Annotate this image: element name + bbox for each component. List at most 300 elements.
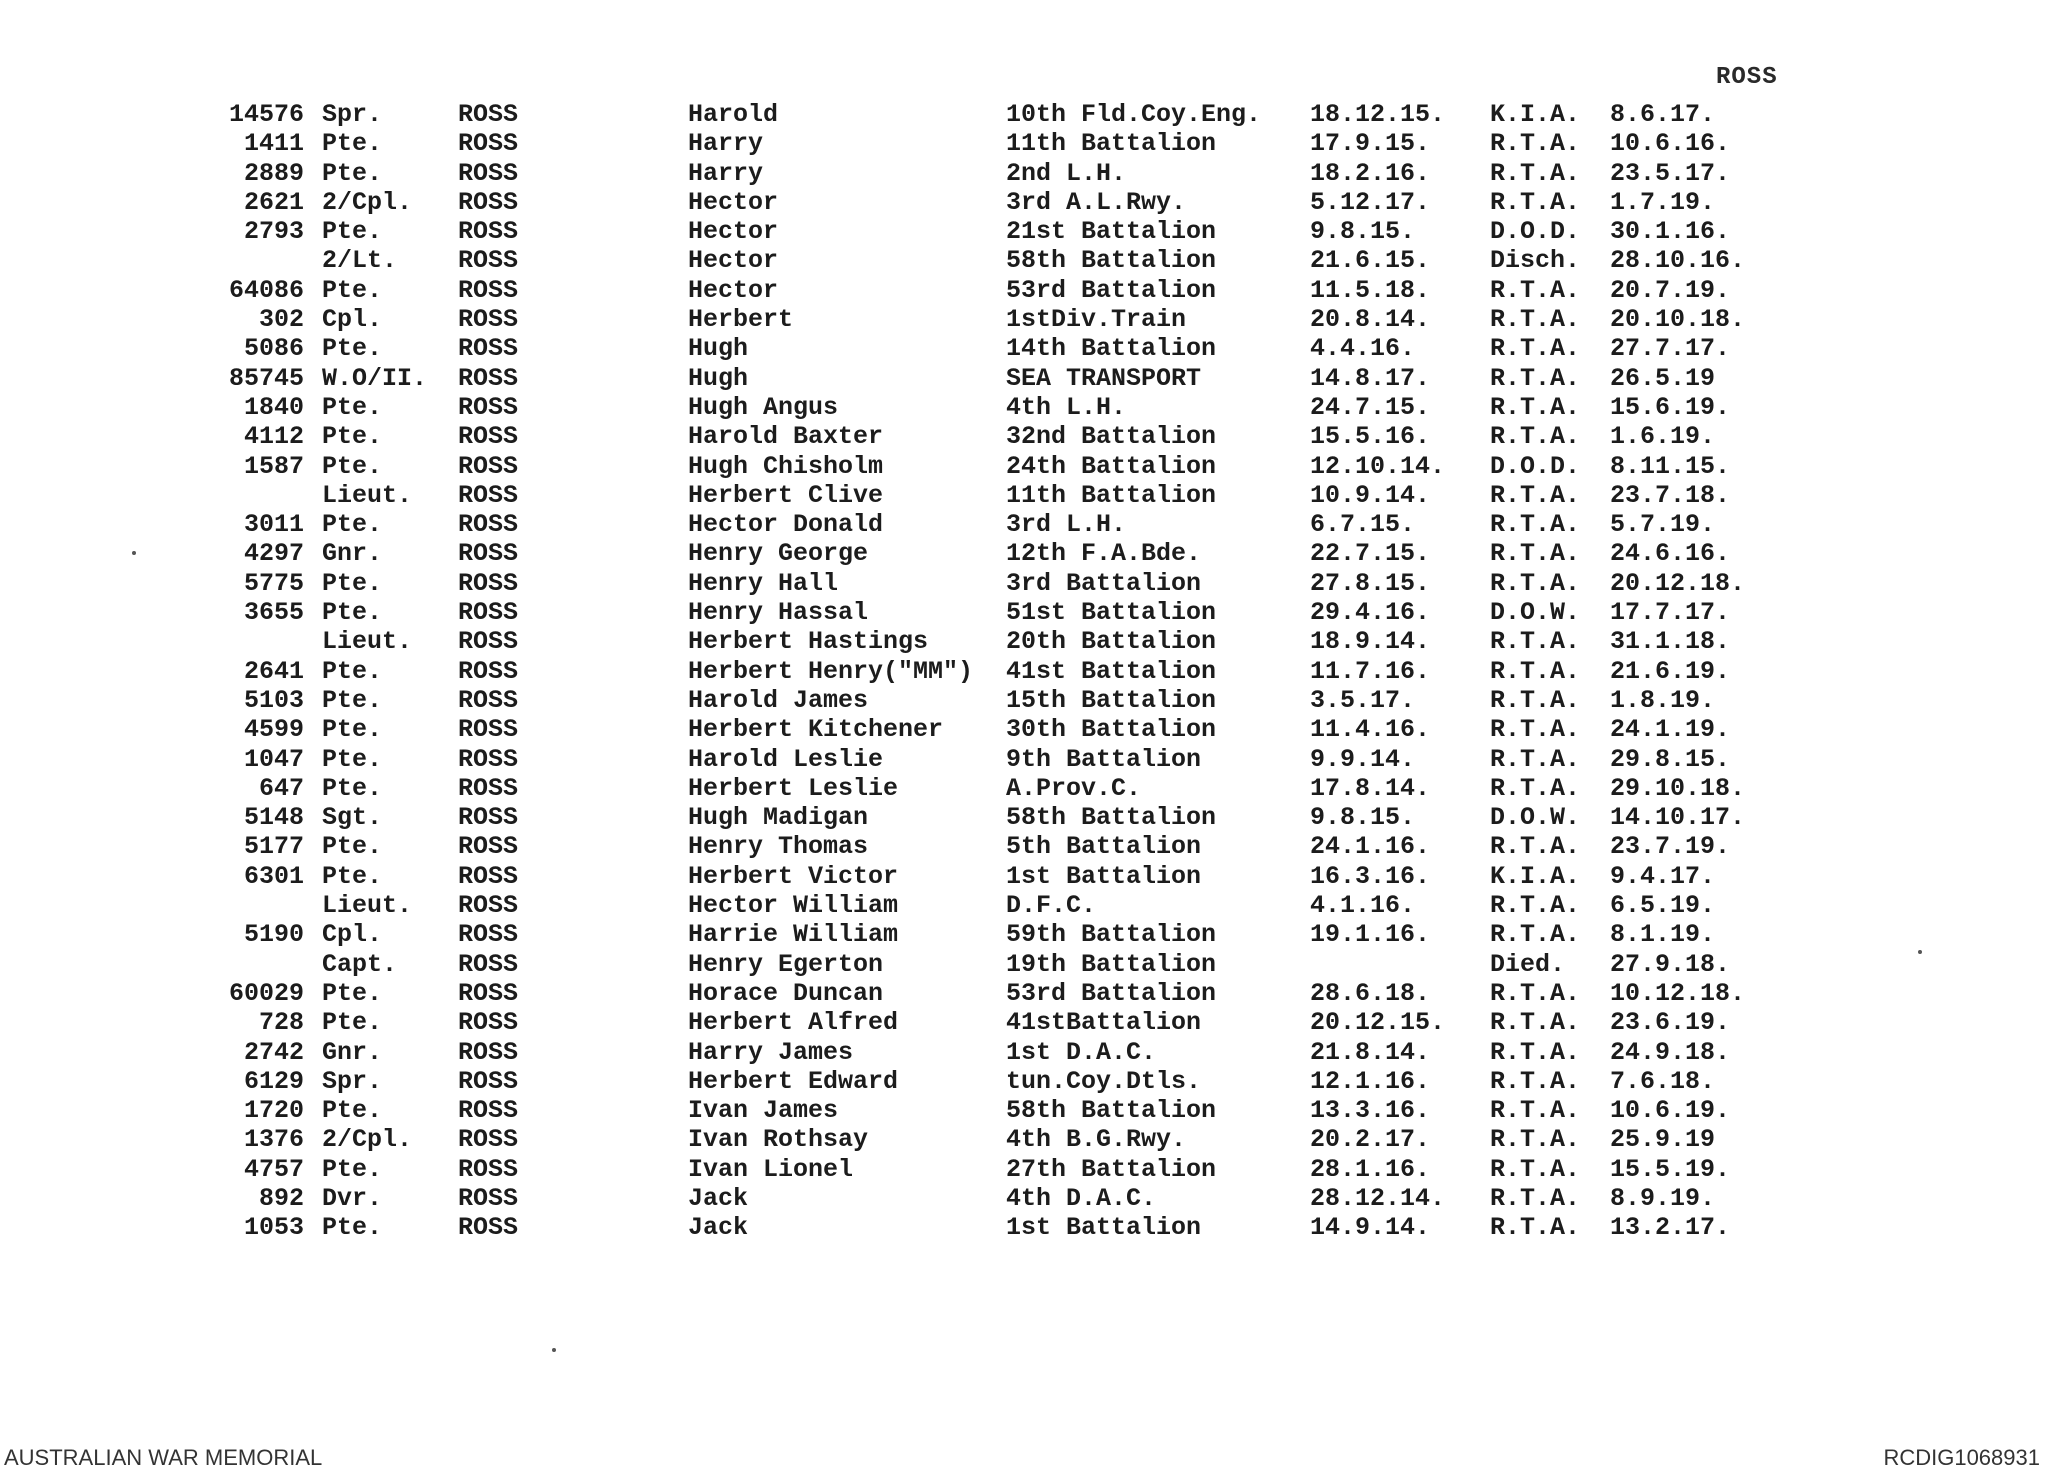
- service-number: 2793: [243, 217, 304, 247]
- rank: Lieut.: [322, 480, 413, 510]
- surname: ROSS: [458, 773, 519, 803]
- given-names: Harold James: [688, 685, 869, 715]
- surname: ROSS: [458, 334, 519, 364]
- fate: R.T.A.: [1490, 1066, 1581, 1096]
- unit: 4th L.H.: [1006, 392, 1127, 422]
- enlistment-date: 4.1.16.: [1310, 891, 1416, 921]
- surname: ROSS: [458, 715, 519, 745]
- service-number: 4112: [243, 422, 304, 452]
- fate-date: 28.10.16.: [1610, 246, 1746, 276]
- roll-row: [0, 803, 2048, 832]
- rank: Pte.: [322, 1096, 383, 1126]
- service-number: 3655: [243, 598, 304, 628]
- given-names: Herbert Kitchener: [688, 715, 944, 745]
- rank: Lieut.: [322, 891, 413, 921]
- fate: R.T.A.: [1490, 1096, 1581, 1126]
- roll-row: [0, 598, 2048, 627]
- rank: Dvr.: [322, 1183, 383, 1213]
- fate-date: 21.6.19.: [1610, 656, 1731, 686]
- service-number: 728: [258, 1008, 304, 1038]
- roll-row: [0, 481, 2048, 510]
- surname: ROSS: [458, 920, 519, 950]
- service-number: 2621: [243, 187, 304, 217]
- fate: R.T.A.: [1490, 715, 1581, 745]
- fate: R.T.A.: [1490, 920, 1581, 950]
- surname: ROSS: [458, 100, 519, 129]
- unit: 1stDiv.Train: [1006, 305, 1187, 335]
- rank: Spr.: [322, 1066, 383, 1096]
- given-names: Herbert Edward: [688, 1066, 899, 1096]
- service-number: 892: [258, 1183, 304, 1213]
- fate: D.O.W.: [1490, 803, 1581, 833]
- service-number: 5086: [243, 334, 304, 364]
- surname: ROSS: [458, 891, 519, 921]
- fate: R.T.A.: [1490, 656, 1581, 686]
- enlistment-date: 10.9.14.: [1310, 480, 1431, 510]
- paper-speck: [132, 551, 136, 555]
- fate-date: 23.7.18.: [1610, 480, 1731, 510]
- surname: ROSS: [458, 627, 519, 657]
- unit: 10th Fld.Coy.Eng.: [1006, 100, 1262, 129]
- enlistment-date: 28.6.18.: [1310, 978, 1431, 1008]
- roll-row: [0, 745, 2048, 774]
- surname: ROSS: [458, 744, 519, 774]
- enlistment-date: 22.7.15.: [1310, 539, 1431, 569]
- service-number: 5190: [243, 920, 304, 950]
- unit: 19th Battalion: [1006, 949, 1217, 979]
- unit: 41st Battalion: [1006, 656, 1217, 686]
- fate-date: 17.7.17.: [1610, 598, 1731, 628]
- fate: R.T.A.: [1490, 1037, 1581, 1067]
- fate: R.T.A.: [1490, 891, 1581, 921]
- nominal-roll-list: [0, 100, 2048, 1243]
- service-number: 4757: [243, 1154, 304, 1184]
- surname: ROSS: [458, 949, 519, 979]
- roll-row: [0, 422, 2048, 451]
- fate: R.T.A.: [1490, 158, 1581, 188]
- service-number: 6129: [243, 1066, 304, 1096]
- rank: Gnr.: [322, 539, 383, 569]
- fate-date: 20.12.18.: [1610, 568, 1746, 598]
- surname: ROSS: [458, 803, 519, 833]
- unit: 3rd Battalion: [1006, 568, 1202, 598]
- enlistment-date: 24.1.16.: [1310, 832, 1431, 862]
- roll-row: [0, 217, 2048, 246]
- given-names: Herbert Hastings: [688, 627, 929, 657]
- enlistment-date: 3.5.17.: [1310, 685, 1416, 715]
- surname: ROSS: [458, 305, 519, 335]
- enlistment-date: 6.7.15.: [1310, 510, 1416, 540]
- rank: W.O/II.: [322, 363, 428, 393]
- surname: ROSS: [458, 832, 519, 862]
- enlistment-date: 15.5.16.: [1310, 422, 1431, 452]
- fate: R.T.A.: [1490, 187, 1581, 217]
- roll-row: [0, 129, 2048, 158]
- enlistment-date: 21.6.15.: [1310, 246, 1431, 276]
- service-number: 2742: [243, 1037, 304, 1067]
- given-names: Harry: [688, 129, 764, 159]
- surname: ROSS: [458, 217, 519, 247]
- enlistment-date: 14.8.17.: [1310, 363, 1431, 393]
- roll-row: [0, 364, 2048, 393]
- roll-row: [0, 686, 2048, 715]
- rank: Capt.: [322, 949, 398, 979]
- enlistment-date: 29.4.16.: [1310, 598, 1431, 628]
- service-number: 5177: [243, 832, 304, 862]
- fate-date: 20.7.19.: [1610, 275, 1731, 305]
- unit: 15th Battalion: [1006, 685, 1217, 715]
- surname: ROSS: [458, 1154, 519, 1184]
- surname: ROSS: [458, 275, 519, 305]
- rank: 2/Cpl.: [322, 1125, 413, 1155]
- service-number: 3011: [243, 510, 304, 540]
- rank: Gnr.: [322, 1037, 383, 1067]
- surname: ROSS: [458, 1125, 519, 1155]
- roll-row: [0, 774, 2048, 803]
- rank: Pte.: [322, 1008, 383, 1038]
- roll-row: [0, 276, 2048, 305]
- roll-row: [0, 1125, 2048, 1154]
- rank: Pte.: [322, 978, 383, 1008]
- unit: 3rd A.L.Rwy.: [1006, 187, 1187, 217]
- unit: A.Prov.C.: [1006, 773, 1142, 803]
- fate: R.T.A.: [1490, 744, 1581, 774]
- given-names: Henry Hassal: [688, 598, 869, 628]
- surname: ROSS: [458, 861, 519, 891]
- unit: SEA TRANSPORT: [1006, 363, 1202, 393]
- fate: K.I.A.: [1490, 861, 1581, 891]
- roll-row: [0, 1038, 2048, 1067]
- rank: Cpl.: [322, 920, 383, 950]
- unit: 1st Battalion: [1006, 1213, 1202, 1243]
- unit: 53rd Battalion: [1006, 275, 1217, 305]
- roll-row: [0, 1155, 2048, 1184]
- fate: R.T.A.: [1490, 305, 1581, 335]
- fate-date: 1.7.19.: [1610, 187, 1716, 217]
- rank: Pte.: [322, 217, 383, 247]
- unit: 2nd L.H.: [1006, 158, 1127, 188]
- unit: 1st D.A.C.: [1006, 1037, 1157, 1067]
- rank: Pte.: [322, 451, 383, 481]
- roll-row: [0, 715, 2048, 744]
- unit: 1st Battalion: [1006, 861, 1202, 891]
- fate-date: 29.8.15.: [1610, 744, 1731, 774]
- fate-date: 9.4.17.: [1610, 861, 1716, 891]
- given-names: Harold: [688, 100, 779, 129]
- given-names: Harrie William: [688, 920, 899, 950]
- surname: ROSS: [458, 1037, 519, 1067]
- rank: Pte.: [322, 568, 383, 598]
- fate-date: 10.6.16.: [1610, 129, 1731, 159]
- fate-date: 8.11.15.: [1610, 451, 1731, 481]
- service-number: 4297: [243, 539, 304, 569]
- rank: Spr.: [322, 100, 383, 129]
- fate: R.T.A.: [1490, 334, 1581, 364]
- roll-row: [0, 188, 2048, 217]
- fate: R.T.A.: [1490, 510, 1581, 540]
- service-number: 1376: [243, 1125, 304, 1155]
- paper-speck: [1918, 950, 1922, 954]
- enlistment-date: 24.7.15.: [1310, 392, 1431, 422]
- unit: 58th Battalion: [1006, 803, 1217, 833]
- surname: ROSS: [458, 510, 519, 540]
- unit: 11th Battalion: [1006, 129, 1217, 159]
- unit: 12th F.A.Bde.: [1006, 539, 1202, 569]
- service-number: 647: [258, 773, 304, 803]
- roll-row: [0, 1213, 2048, 1242]
- rank: Pte.: [322, 685, 383, 715]
- paper-speck: [552, 1348, 556, 1352]
- unit: 30th Battalion: [1006, 715, 1217, 745]
- unit: 58th Battalion: [1006, 246, 1217, 276]
- fate-date: 8.6.17.: [1610, 100, 1716, 129]
- roll-row: [0, 950, 2048, 979]
- service-number: 1047: [243, 744, 304, 774]
- fate-date: 31.1.18.: [1610, 627, 1731, 657]
- fate-date: 10.6.19.: [1610, 1096, 1731, 1126]
- given-names: Ivan Lionel: [688, 1154, 854, 1184]
- given-names: Henry Egerton: [688, 949, 884, 979]
- enlistment-date: 21.8.14.: [1310, 1037, 1431, 1067]
- service-number: 5775: [243, 568, 304, 598]
- enlistment-date: 13.3.16.: [1310, 1096, 1431, 1126]
- fate-date: 27.9.18.: [1610, 949, 1731, 979]
- given-names: Harry James: [688, 1037, 854, 1067]
- service-number: 14576: [228, 100, 304, 129]
- enlistment-date: 9.8.15.: [1310, 803, 1416, 833]
- unit: 4th D.A.C.: [1006, 1183, 1157, 1213]
- given-names: Hector Donald: [688, 510, 884, 540]
- roll-row: [0, 334, 2048, 363]
- roll-row: [0, 920, 2048, 949]
- fate-date: 25.9.19: [1610, 1125, 1716, 1155]
- given-names: Hugh: [688, 334, 749, 364]
- given-names: Henry George: [688, 539, 869, 569]
- surname: ROSS: [458, 568, 519, 598]
- rank: 2/Cpl.: [322, 187, 413, 217]
- service-number: 85745: [228, 363, 304, 393]
- unit: 4th B.G.Rwy.: [1006, 1125, 1187, 1155]
- fate-date: 15.6.19.: [1610, 392, 1731, 422]
- fate: R.T.A.: [1490, 1183, 1581, 1213]
- fate: R.T.A.: [1490, 1125, 1581, 1155]
- given-names: Hugh Madigan: [688, 803, 869, 833]
- enlistment-date: 16.3.16.: [1310, 861, 1431, 891]
- service-number: 302: [258, 305, 304, 335]
- surname: ROSS: [458, 539, 519, 569]
- fate: R.T.A.: [1490, 422, 1581, 452]
- enlistment-date: 20.12.15.: [1310, 1008, 1446, 1038]
- surname: ROSS: [458, 685, 519, 715]
- enlistment-date: 20.2.17.: [1310, 1125, 1431, 1155]
- unit: 41stBattalion: [1006, 1008, 1202, 1038]
- roll-row: [0, 100, 2048, 129]
- fate-date: 24.9.18.: [1610, 1037, 1731, 1067]
- roll-row: [0, 862, 2048, 891]
- fate-date: 27.7.17.: [1610, 334, 1731, 364]
- roll-row: [0, 305, 2048, 334]
- given-names: Henry Thomas: [688, 832, 869, 862]
- surname: ROSS: [458, 1008, 519, 1038]
- rank: Sgt.: [322, 803, 383, 833]
- rank: Pte.: [322, 334, 383, 364]
- rank: Pte.: [322, 275, 383, 305]
- enlistment-date: 12.10.14.: [1310, 451, 1446, 481]
- unit: 14th Battalion: [1006, 334, 1217, 364]
- fate-date: 1.8.19.: [1610, 685, 1716, 715]
- fate: R.T.A.: [1490, 1213, 1581, 1243]
- enlistment-date: 5.12.17.: [1310, 187, 1431, 217]
- rank: Pte.: [322, 832, 383, 862]
- unit: tun.Coy.Dtls.: [1006, 1066, 1202, 1096]
- given-names: Hugh Angus: [688, 392, 839, 422]
- fate: R.T.A.: [1490, 392, 1581, 422]
- fate-date: 10.12.18.: [1610, 978, 1746, 1008]
- given-names: Henry Hall: [688, 568, 839, 598]
- fate-date: 23.6.19.: [1610, 1008, 1731, 1038]
- roll-row: [0, 1008, 2048, 1037]
- surname: ROSS: [458, 1213, 519, 1243]
- enlistment-date: 17.8.14.: [1310, 773, 1431, 803]
- surname: ROSS: [458, 1096, 519, 1126]
- fate-date: 15.5.19.: [1610, 1154, 1731, 1184]
- page-header-surname: ROSS: [1716, 64, 1778, 91]
- fate: R.T.A.: [1490, 1154, 1581, 1184]
- enlistment-date: 28.1.16.: [1310, 1154, 1431, 1184]
- fate: R.T.A.: [1490, 1008, 1581, 1038]
- surname: ROSS: [458, 422, 519, 452]
- rank: Pte.: [322, 715, 383, 745]
- given-names: Hector: [688, 217, 779, 247]
- unit: D.F.C.: [1006, 891, 1097, 921]
- enlistment-date: 20.8.14.: [1310, 305, 1431, 335]
- roll-row: [0, 657, 2048, 686]
- fate: R.T.A.: [1490, 129, 1581, 159]
- service-number: 2889: [243, 158, 304, 188]
- fate-date: 30.1.16.: [1610, 217, 1731, 247]
- enlistment-date: 27.8.15.: [1310, 568, 1431, 598]
- given-names: Herbert Leslie: [688, 773, 899, 803]
- given-names: Ivan Rothsay: [688, 1125, 869, 1155]
- roll-row: [0, 159, 2048, 188]
- unit: 20th Battalion: [1006, 627, 1217, 657]
- rank: Pte.: [322, 422, 383, 452]
- fate: R.T.A.: [1490, 685, 1581, 715]
- surname: ROSS: [458, 392, 519, 422]
- fate: R.T.A.: [1490, 480, 1581, 510]
- roll-row: [0, 452, 2048, 481]
- roll-row: [0, 510, 2048, 539]
- given-names: Horace Duncan: [688, 978, 884, 1008]
- service-number: 1720: [243, 1096, 304, 1126]
- fate: R.T.A.: [1490, 832, 1581, 862]
- enlistment-date: 12.1.16.: [1310, 1066, 1431, 1096]
- surname: ROSS: [458, 598, 519, 628]
- rank: Pte.: [322, 656, 383, 686]
- service-number: 1053: [243, 1213, 304, 1243]
- service-number: 1587: [243, 451, 304, 481]
- fate: R.T.A.: [1490, 773, 1581, 803]
- fate-date: 23.5.17.: [1610, 158, 1731, 188]
- given-names: Harry: [688, 158, 764, 188]
- surname: ROSS: [458, 451, 519, 481]
- roll-row: [0, 627, 2048, 656]
- given-names: Herbert Alfred: [688, 1008, 899, 1038]
- unit: 59th Battalion: [1006, 920, 1217, 950]
- enlistment-date: 9.8.15.: [1310, 217, 1416, 247]
- roll-row: [0, 569, 2048, 598]
- surname: ROSS: [458, 158, 519, 188]
- given-names: Jack: [688, 1183, 749, 1213]
- fate-date: 8.1.19.: [1610, 920, 1716, 950]
- rank: 2/Lt.: [322, 246, 398, 276]
- service-number: 1840: [243, 392, 304, 422]
- fate-date: 7.6.18.: [1610, 1066, 1716, 1096]
- fate-date: 13.2.17.: [1610, 1213, 1731, 1243]
- enlistment-date: 17.9.15.: [1310, 129, 1431, 159]
- fate-date: 6.5.19.: [1610, 891, 1716, 921]
- surname: ROSS: [458, 363, 519, 393]
- fate-date: 20.10.18.: [1610, 305, 1746, 335]
- given-names: Herbert Henry("MM"): [688, 656, 974, 686]
- surname: ROSS: [458, 978, 519, 1008]
- surname: ROSS: [458, 1066, 519, 1096]
- given-names: Ivan James: [688, 1096, 839, 1126]
- fate: R.T.A.: [1490, 363, 1581, 393]
- fate: D.O.D.: [1490, 217, 1581, 247]
- fate-date: 5.7.19.: [1610, 510, 1716, 540]
- surname: ROSS: [458, 480, 519, 510]
- enlistment-date: 4.4.16.: [1310, 334, 1416, 364]
- unit: 24th Battalion: [1006, 451, 1217, 481]
- fate-date: 29.10.18.: [1610, 773, 1746, 803]
- roll-row: [0, 1096, 2048, 1125]
- unit: 32nd Battalion: [1006, 422, 1217, 452]
- fate-date: 24.1.19.: [1610, 715, 1731, 745]
- rank: Pte.: [322, 129, 383, 159]
- roll-row: [0, 891, 2048, 920]
- fate: R.T.A.: [1490, 978, 1581, 1008]
- given-names: Hector: [688, 187, 779, 217]
- fate: K.I.A.: [1490, 100, 1581, 129]
- surname: ROSS: [458, 1183, 519, 1213]
- rank: Lieut.: [322, 627, 413, 657]
- fate-date: 23.7.19.: [1610, 832, 1731, 862]
- enlistment-date: 28.12.14.: [1310, 1183, 1446, 1213]
- service-number: 60029: [228, 978, 304, 1008]
- fate: D.O.D.: [1490, 451, 1581, 481]
- enlistment-date: 19.1.16.: [1310, 920, 1431, 950]
- roll-row: [0, 246, 2048, 275]
- roll-row: [0, 393, 2048, 422]
- surname: ROSS: [458, 656, 519, 686]
- unit: 3rd L.H.: [1006, 510, 1127, 540]
- enlistment-date: 14.9.14.: [1310, 1213, 1431, 1243]
- fate: R.T.A.: [1490, 627, 1581, 657]
- rank: Pte.: [322, 158, 383, 188]
- rank: Pte.: [322, 392, 383, 422]
- fate-date: 1.6.19.: [1610, 422, 1716, 452]
- unit: 5th Battalion: [1006, 832, 1202, 862]
- unit: 58th Battalion: [1006, 1096, 1217, 1126]
- enlistment-date: 11.5.18.: [1310, 275, 1431, 305]
- service-number: 4599: [243, 715, 304, 745]
- rank: Pte.: [322, 1213, 383, 1243]
- fate-date: 24.6.16.: [1610, 539, 1731, 569]
- rank: Pte.: [322, 510, 383, 540]
- fate-date: 14.10.17.: [1610, 803, 1746, 833]
- fate: Died.: [1490, 949, 1566, 979]
